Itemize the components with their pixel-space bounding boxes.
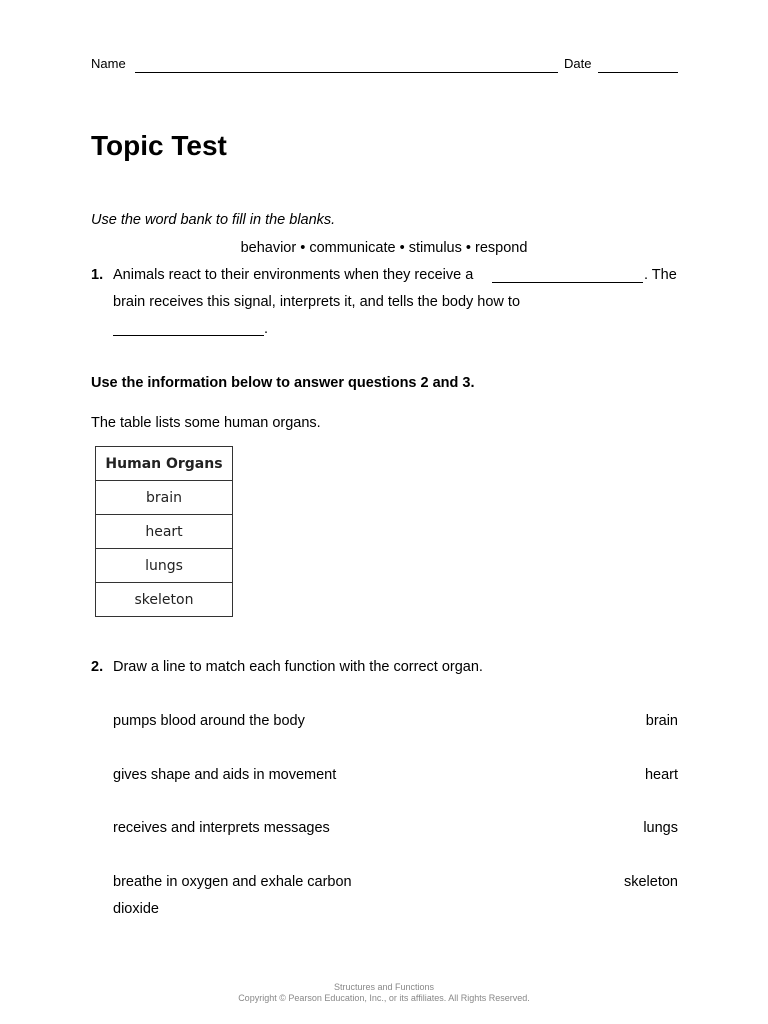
function-receives-messages[interactable]: receives and interprets messages: [113, 820, 330, 836]
table-cell-skeleton: skeleton: [96, 583, 233, 617]
q1-blank-1[interactable]: [492, 282, 643, 283]
word-bank: behavior • communicate • stimulus • respond: [240, 240, 528, 256]
table-intro: The table lists some human organs.: [91, 415, 321, 431]
organ-skeleton[interactable]: skeleton: [623, 874, 678, 890]
q1-blank-2[interactable]: [113, 335, 264, 336]
page-title: Topic Test: [91, 130, 227, 161]
organ-brain[interactable]: brain: [645, 713, 678, 729]
q2-prompt: Draw a line to match each function with the correct organ.: [113, 659, 483, 675]
q1-text-line3-end: .: [264, 321, 269, 337]
name-label: Name: [91, 56, 126, 71]
q1-number: 1.: [91, 267, 104, 283]
function-breathe[interactable]: breathe in oxygen and exhale carbon: [113, 874, 352, 890]
function-breathe-cont[interactable]: dioxide: [113, 901, 159, 917]
table-cell-heart: heart: [96, 515, 233, 549]
q2-number: 2.: [91, 659, 104, 675]
instructions: Use the word bank to fill in the blanks.: [91, 212, 336, 228]
function-pumps-blood[interactable]: pumps blood around the body: [113, 713, 305, 729]
footer-title: Structures and Functions: [333, 982, 435, 992]
q1-text-line1-end: . The: [644, 267, 677, 283]
date-label: Date: [564, 56, 592, 71]
date-blank[interactable]: [598, 72, 678, 73]
table-cell-lungs: lungs: [96, 549, 233, 583]
table-cell-brain: brain: [96, 481, 233, 515]
footer-copyright: Copyright © Pearson Education, Inc., or its affiliates. All Rights Reserved.: [238, 993, 530, 1003]
info-heading: Use the information below to answer questions 2 and 3.: [91, 375, 475, 391]
organ-lungs[interactable]: lungs: [643, 820, 678, 836]
human-organs-table: [95, 446, 233, 617]
q1-text-line2: brain receives this signal, interprets it, and tells the body how to: [113, 294, 521, 310]
q1-text-line1: Animals react to their environments when they receive a: [113, 267, 474, 283]
function-gives-shape[interactable]: gives shape and aids in movement: [113, 767, 337, 783]
table-header: Human Organs: [96, 447, 233, 481]
name-blank[interactable]: [135, 72, 558, 73]
organ-heart[interactable]: heart: [644, 767, 678, 783]
